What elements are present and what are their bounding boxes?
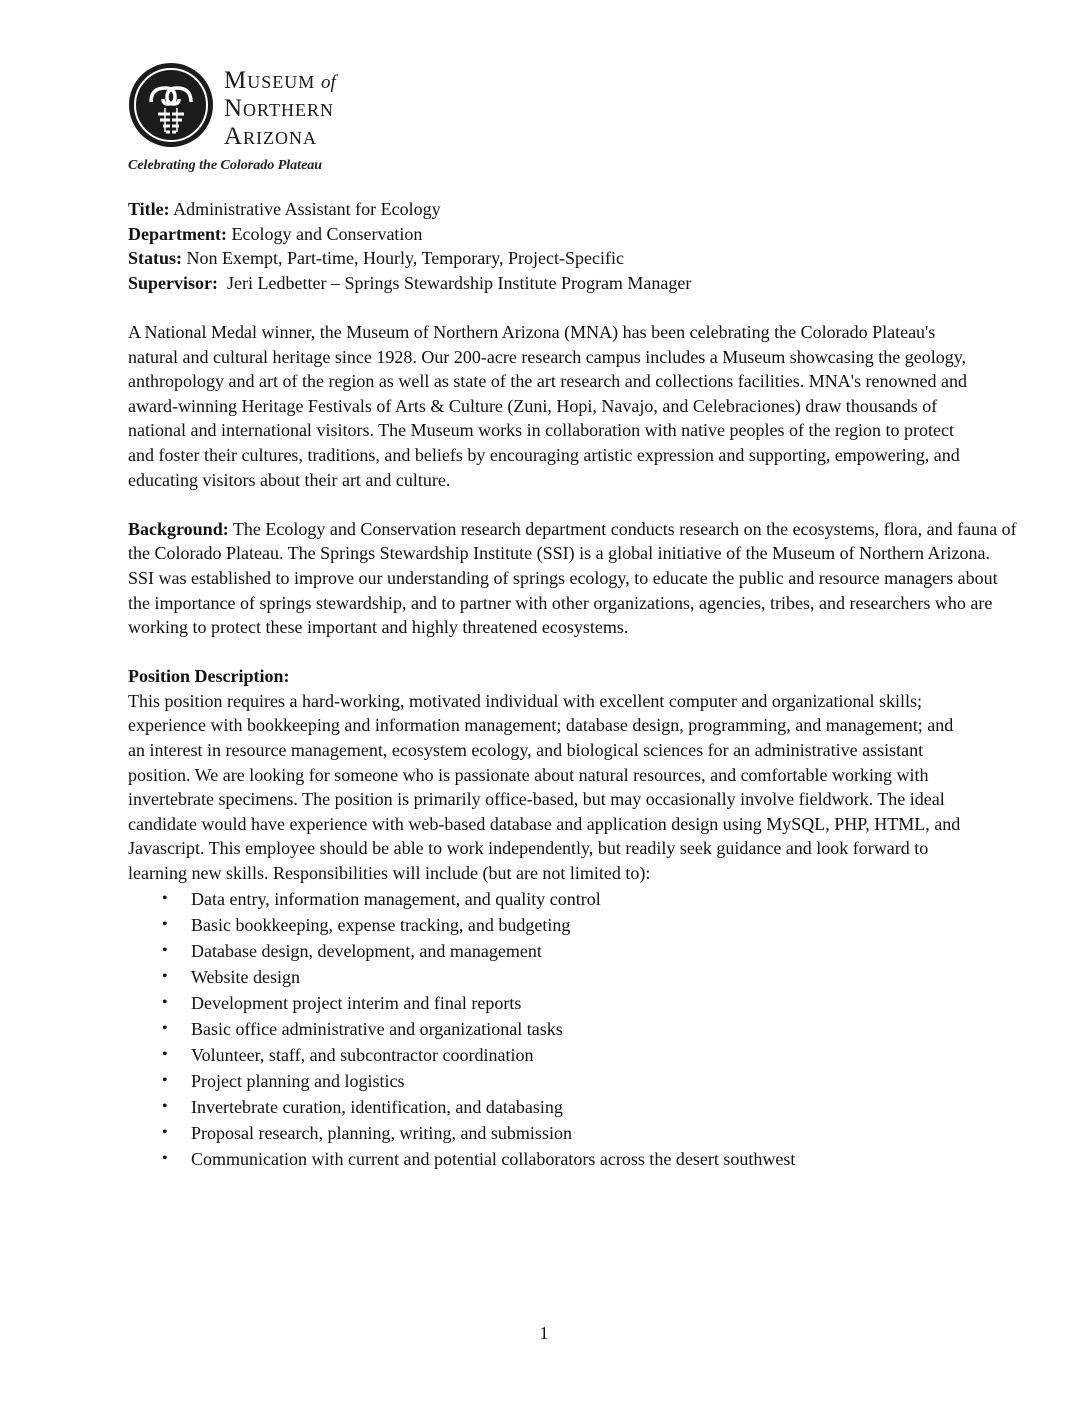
list-item: • Proposal research, planning, writing, and submission xyxy=(128,1120,1028,1146)
bullet-icon: • xyxy=(162,1149,168,1167)
status-label: Status: xyxy=(128,248,183,269)
bullet-icon: • xyxy=(162,889,168,907)
title-label: Title: xyxy=(128,199,170,219)
bullet-icon: • xyxy=(162,1097,168,1115)
list-item: • Basic office administrative and organizational tasks xyxy=(128,1016,1028,1042)
title-value: Administrative Assistant for Ecology xyxy=(169,199,441,219)
page-number: 1 xyxy=(539,1323,549,1343)
list-item: • Communication with current and potential collaborators across the desert southwest xyxy=(128,1146,1028,1172)
bullet-icon: • xyxy=(162,967,168,985)
bullet-icon: • xyxy=(162,993,168,1011)
list-item: • Development project interim and final reports xyxy=(128,990,1028,1016)
bullet-icon: • xyxy=(162,941,168,959)
status-value: Non Exempt, Part-time, Hourly, Temporary, Project-Specific xyxy=(182,248,624,269)
background-text: The Ecology and Conservation research department conducts research on the ecosystems, flora, and fauna of the Colorado Plateau. The Springs Stewardship Institute (SSI) is a global initiative of the Museum of Northern Arizona. SSI was established to improve our understanding of springs ecology, to educate the public and resource managers about the importance of springs stewardship, and to partner with other organizations, agencies, tribes, and researchers who are working to protect these important and highly threatened ecosystems. xyxy=(128,518,1017,638)
position-description-heading: Position Description: xyxy=(128,666,290,687)
list-item: • Volunteer, staff, and subcontractor coordination xyxy=(128,1042,1028,1068)
museum-name xyxy=(224,68,336,152)
background-label: Background: xyxy=(128,518,229,539)
bullet-icon: • xyxy=(162,1071,168,1089)
list-item: • Website design xyxy=(128,964,1028,990)
position-description-text: This position requires a hard-working, motivated individual with excellent computer and organizational skills; experience with bookkeeping and information management; database design, programming, and management; and an interest in resource management, ecosystem ecology, and biological sciences for an administrative assistant position. We are looking for someone who is passionate about natural resources, and comfortable working with invertebrate specimens. The position is primarily office-based, but may occasionally involve fieldwork. The ideal candidate would have experience with web-based database and application design using MySQL, PHP, HTML, and Javascript. This employee should be able to work independently, but readily seek guidance and look forward to learning new skills. Responsibilities will include (but are not limited to): xyxy=(128,690,961,884)
museum-tagline: Celebrating the Colorado Plateau xyxy=(128,158,323,173)
department-value: Ecology and Conservation xyxy=(226,223,423,244)
museum-logo xyxy=(128,62,368,182)
title-line xyxy=(128,197,1028,222)
supervisor-value: Jeri Ledbetter – Springs Stewardship Institute Program Manager xyxy=(218,272,692,293)
supervisor-label: Supervisor: xyxy=(128,272,218,293)
bullet-icon: • xyxy=(162,915,168,933)
job-posting-content xyxy=(128,197,1028,1172)
bullet-icon: • xyxy=(162,1019,168,1037)
list-item: • Database design, development, and management xyxy=(128,938,1028,964)
museum-emblem-icon xyxy=(128,62,214,148)
museum-name-line-3: Arizona xyxy=(224,123,318,150)
museum-name-line-2: Northern xyxy=(224,95,334,122)
list-item: • Project planning and logistics xyxy=(128,1068,1028,1094)
bullet-icon: • xyxy=(162,1045,168,1063)
supervisor-line xyxy=(128,271,1028,296)
museum-name-line-1: Museum of xyxy=(224,67,336,94)
intro-paragraph: A National Medal winner, the Museum of Northern Arizona (MNA) has been celebrating the Colorado Plateau's natural and cultural heritage since 1928. Our 200-acre research campus includes a Museum showcasing the geology, anthropology and art of the region as well as state of the art research and collections facilities. MNA's renowned and award-winning Heritage Festivals of Arts & Culture (Zuni, Hopi, Navajo, and Celebraciones) draw thousands of national and international visitors. The Museum works in collaboration with native peoples of the region to protect and foster their cultures, traditions, and beliefs by encouraging artistic expression and supporting, empowering, and educating visitors about their art and culture. xyxy=(128,321,967,490)
background-paragraph xyxy=(128,517,1018,640)
list-item: • Invertebrate curation, identification, and databasing xyxy=(128,1094,1028,1120)
list-item: • Data entry, information management, and quality control xyxy=(128,886,1028,912)
job-header xyxy=(128,197,1028,295)
department-label: Department: xyxy=(128,223,227,244)
department-line xyxy=(128,222,1028,247)
status-line xyxy=(128,246,1028,271)
bullet-icon: • xyxy=(162,1123,168,1141)
responsibilities-list xyxy=(128,886,1028,1172)
list-item: • Basic bookkeeping, expense tracking, and budgeting xyxy=(128,912,1028,938)
